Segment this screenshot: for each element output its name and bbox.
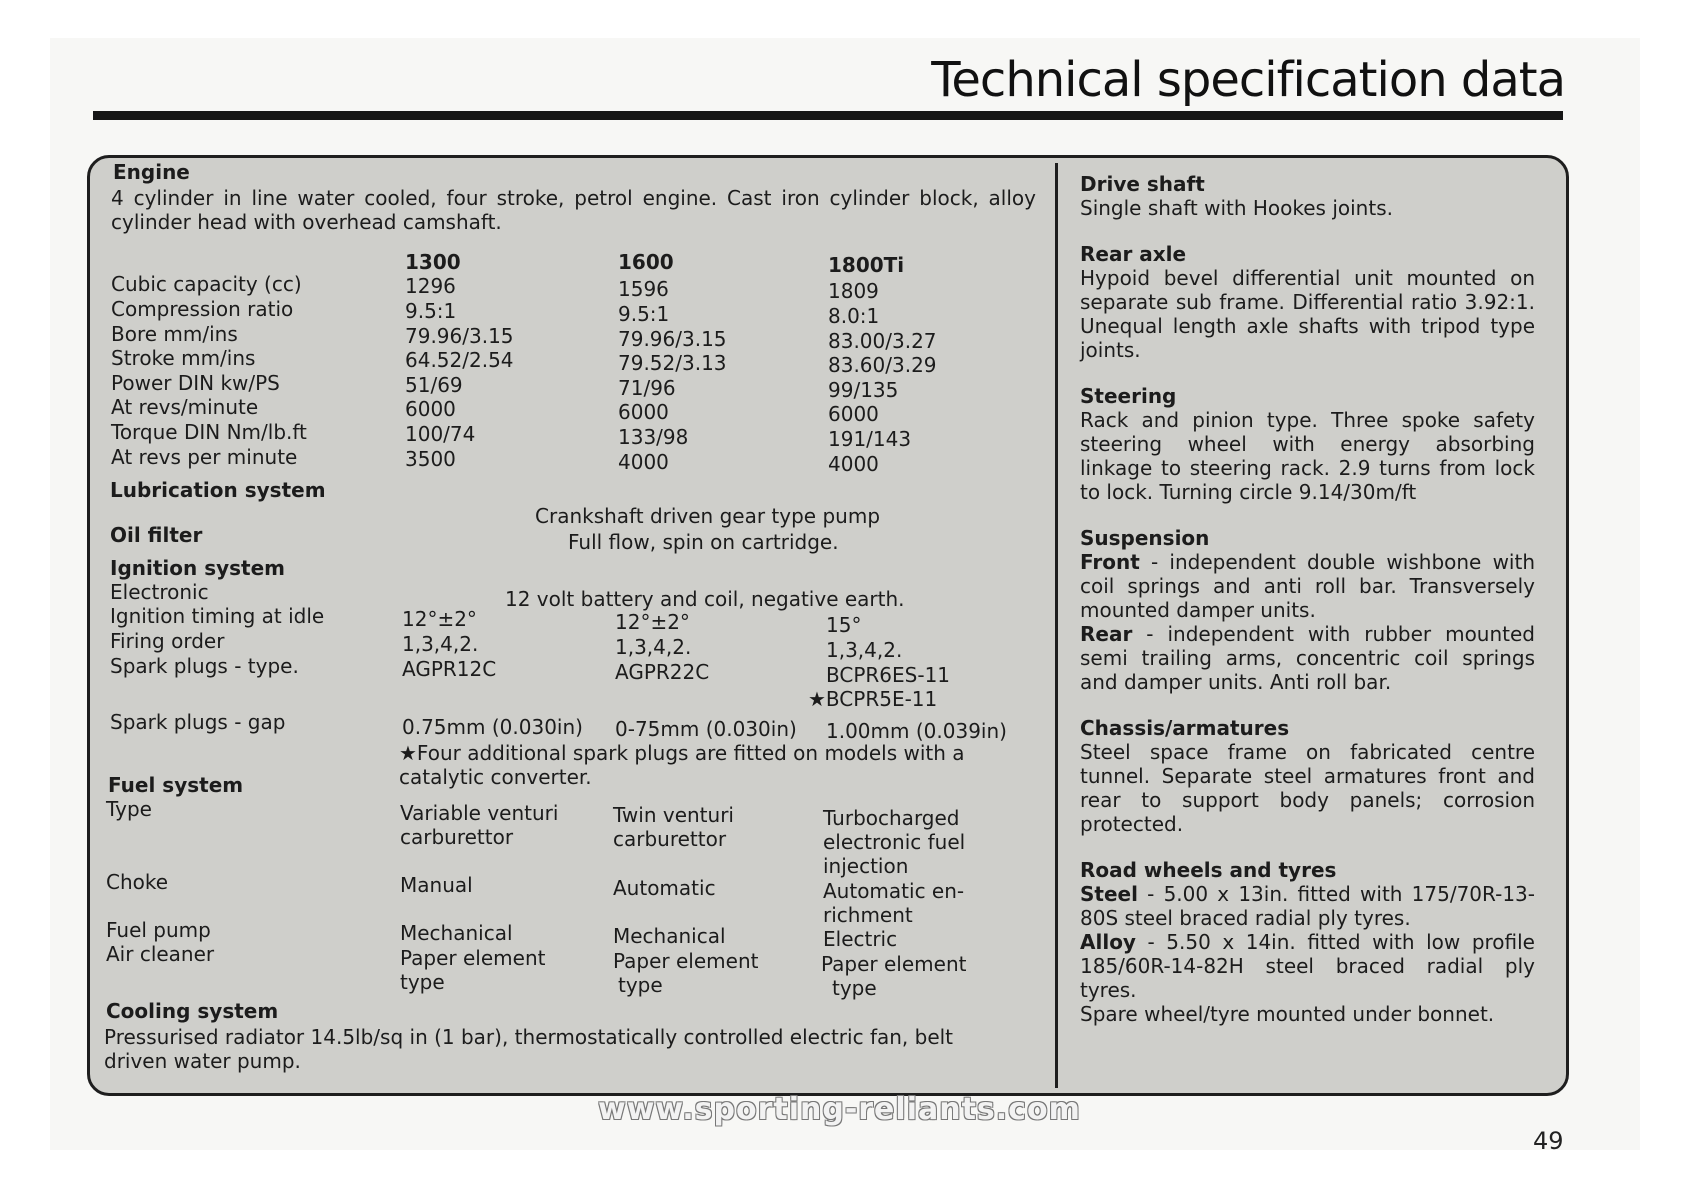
plugs-type-value: BCPR6ES-11	[826, 663, 951, 687]
suspension-heading: Suspension	[1080, 526, 1210, 550]
choke-value: Automatic	[613, 876, 716, 900]
wheels-alloy-label: Alloy	[1080, 930, 1136, 954]
fuel-pump-value: Mechanical	[613, 924, 726, 948]
suspension-rear-text: - independent with rubber mounted semi trailing arms, concentric coil springs and damper units. Anti roll bar.	[1080, 622, 1535, 694]
row-value: 79.96/3.15	[405, 324, 514, 348]
fuel-pump-value: Mechanical	[400, 921, 513, 945]
row-label: Stroke mm/ins	[111, 346, 256, 370]
plugs-type-value: AGPR22C	[615, 660, 710, 684]
fuel-heading: Fuel system	[108, 773, 244, 797]
firing-label: Firing order	[110, 629, 225, 653]
firing-value: 1,3,4,2.	[615, 635, 692, 659]
fuel-type-value: carburettor	[400, 825, 514, 849]
rear-axle-heading: Rear axle	[1080, 242, 1187, 266]
row-value: 9.5:1	[618, 302, 670, 326]
firing-value: 1,3,4,2.	[826, 638, 903, 662]
chassis-section	[1080, 716, 1535, 836]
timing-label: Ignition timing at idle	[110, 604, 325, 628]
chassis-text: Steel space frame on fabricated centre tunnel. Separate steel armatures front and rear to support body panels; corrosion protected.	[1080, 740, 1535, 836]
row-value: 51/69	[405, 373, 463, 397]
row-value: 83.00/3.27	[828, 329, 937, 353]
fuel-pump-label: Fuel pump	[106, 918, 211, 942]
suspension-front-label: Front	[1080, 550, 1140, 574]
wheels-heading: Road wheels and tyres	[1080, 858, 1337, 882]
row-label: Cubic capacity (cc)	[111, 272, 302, 296]
plugs-type-label: Spark plugs - type.	[110, 654, 299, 678]
suspension-section	[1080, 526, 1535, 694]
engine-heading: Engine	[113, 160, 190, 184]
row-value: 64.52/2.54	[405, 348, 514, 372]
choke-value: Manual	[400, 873, 473, 897]
row-label: Bore mm/ins	[111, 322, 238, 346]
fuel-pump-value: Electric	[823, 927, 898, 951]
suspension-rear-label: Rear	[1080, 622, 1133, 646]
plugs-gap-value: 0-75mm (0.030in)	[615, 717, 797, 741]
row-value: 99/135	[828, 378, 899, 402]
oil-filter-value: Full flow, spin on cartridge.	[568, 530, 839, 554]
row-label: At revs/minute	[111, 395, 259, 419]
timing-value: 15°	[826, 613, 862, 637]
spark-plug-note: catalytic converter.	[399, 765, 592, 789]
row-label: Power DIN kw/PS	[111, 371, 280, 395]
plugs-type-value: AGPR12C	[402, 657, 497, 681]
row-value: 9.5:1	[405, 299, 457, 323]
cooling-text: driven water pump.	[104, 1049, 301, 1073]
air-cleaner-value: type	[618, 973, 663, 997]
row-value: 1596	[618, 277, 669, 301]
fuel-type-value: injection	[823, 854, 909, 878]
row-value: 100/74	[405, 422, 476, 446]
page-number: 49	[1533, 1127, 1564, 1155]
fuel-type-value: carburettor	[613, 827, 727, 851]
fuel-type-value: Turbocharged	[823, 806, 960, 830]
suspension-front-text: - independent double wishbone with coil springs and anti roll bar. Transversely mounted damper units.	[1080, 550, 1535, 622]
ignition-heading: Ignition system	[110, 556, 286, 580]
rear-axle-section	[1080, 242, 1535, 362]
row-value: 1296	[405, 274, 456, 298]
choke-value: Automatic en-	[823, 879, 965, 903]
row-value: 1809	[828, 279, 879, 303]
right-column	[1080, 172, 1535, 1026]
plugs-gap-value: 0.75mm (0.030in)	[402, 715, 583, 739]
electronic-label: Electronic	[110, 580, 209, 604]
row-value: 83.60/3.29	[828, 353, 937, 377]
model-1800ti: 1800Ti	[828, 253, 905, 277]
drive-shaft-heading: Drive shaft	[1080, 172, 1205, 196]
plugs-type-extra: ★BCPR5E-11	[808, 687, 938, 711]
wheels-steel-label: Steel	[1080, 882, 1138, 906]
oil-filter-heading: Oil filter	[110, 523, 203, 547]
row-label: At revs per minute	[111, 445, 298, 469]
row-value: 4000	[828, 452, 879, 476]
column-divider	[1055, 163, 1058, 1088]
row-label: Compression ratio	[111, 297, 294, 321]
row-value: 71/96	[618, 376, 676, 400]
wheels-section	[1080, 858, 1535, 1026]
steering-text: Rack and pinion type. Three spoke safety steering wheel with energy absorbing linkage to steering rack. 2.9 turns from lock to lock. Turning circle 9.14/30m/ft	[1080, 408, 1535, 504]
row-value: 133/98	[618, 425, 689, 449]
watermark: www.sporting-reliants.com	[598, 1092, 1081, 1127]
firing-value: 1,3,4,2.	[402, 632, 479, 656]
cooling-heading: Cooling system	[106, 999, 279, 1023]
row-value: 4000	[618, 450, 669, 474]
air-cleaner-value: type	[832, 976, 877, 1000]
drive-shaft-text: Single shaft with Hookes joints.	[1080, 196, 1393, 220]
title-rule	[93, 111, 1563, 120]
engine-description: 4 cylinder in line water cooled, four stroke, petrol engine. Cast iron cylinder block, alloy cylinder head with overhead camshaft.	[111, 186, 1036, 234]
fuel-type-label: Type	[106, 797, 152, 821]
timing-value: 12°±2°	[615, 610, 690, 634]
fuel-type-value: Variable venturi	[400, 801, 559, 825]
plugs-gap-label: Spark plugs - gap	[110, 710, 286, 734]
electronic-value: 12 volt battery and coil, negative earth.	[505, 587, 905, 611]
chassis-heading: Chassis/armatures	[1080, 716, 1290, 740]
air-cleaner-value: Paper element	[613, 949, 759, 973]
model-1600: 1600	[618, 250, 674, 274]
row-value: 6000	[618, 400, 669, 424]
wheels-alloy-text: - 5.50 x 14in. fitted with low profile 185/60R-14-82H steel braced radial ply tyres.	[1080, 930, 1535, 1002]
row-value: 6000	[828, 402, 879, 426]
spark-plug-note: ★Four additional spark plugs are fitted on models with a	[399, 741, 965, 765]
drive-shaft-section	[1080, 172, 1535, 220]
row-value: 6000	[405, 397, 456, 421]
steering-heading: Steering	[1080, 384, 1177, 408]
lubrication-value: Crankshaft driven gear type pump	[535, 504, 881, 528]
air-cleaner-value: Paper element	[400, 946, 546, 970]
row-value: 79.96/3.15	[618, 327, 727, 351]
fuel-type-value: Twin venturi	[613, 803, 734, 827]
cooling-text: Pressurised radiator 14.5lb/sq in (1 bar), thermostatically controlled electric fan, belt	[104, 1025, 954, 1049]
page-title: Technical specification data	[931, 52, 1565, 108]
choke-value: richment	[823, 903, 913, 927]
lubrication-heading: Lubrication system	[110, 478, 326, 502]
row-value: 79.52/3.13	[618, 351, 727, 375]
wheels-spare: Spare wheel/tyre mounted under bonnet.	[1080, 1002, 1495, 1026]
fuel-type-value: electronic fuel	[823, 830, 966, 854]
row-label: Torque DIN Nm/lb.ft	[111, 420, 307, 444]
row-value: 191/143	[828, 427, 912, 451]
model-1300: 1300	[405, 250, 461, 274]
wheels-steel-text: - 5.00 x 13in. fitted with 175/70R-13-80S steel braced radial ply tyres.	[1080, 882, 1535, 930]
air-cleaner-label: Air cleaner	[106, 942, 215, 966]
rear-axle-text: Hypoid bevel differential unit mounted on separate sub frame. Differential ratio 3.92:1. Unequal length axle shafts with tripod type joints.	[1080, 266, 1535, 362]
air-cleaner-value: type	[400, 970, 445, 994]
choke-label: Choke	[106, 870, 169, 894]
air-cleaner-value: Paper element	[821, 952, 967, 976]
steering-section	[1080, 384, 1535, 504]
plugs-gap-value: 1.00mm (0.039in)	[826, 719, 1007, 743]
row-value: 3500	[405, 447, 456, 471]
timing-value: 12°±2°	[402, 607, 477, 631]
row-value: 8.0:1	[828, 304, 880, 328]
